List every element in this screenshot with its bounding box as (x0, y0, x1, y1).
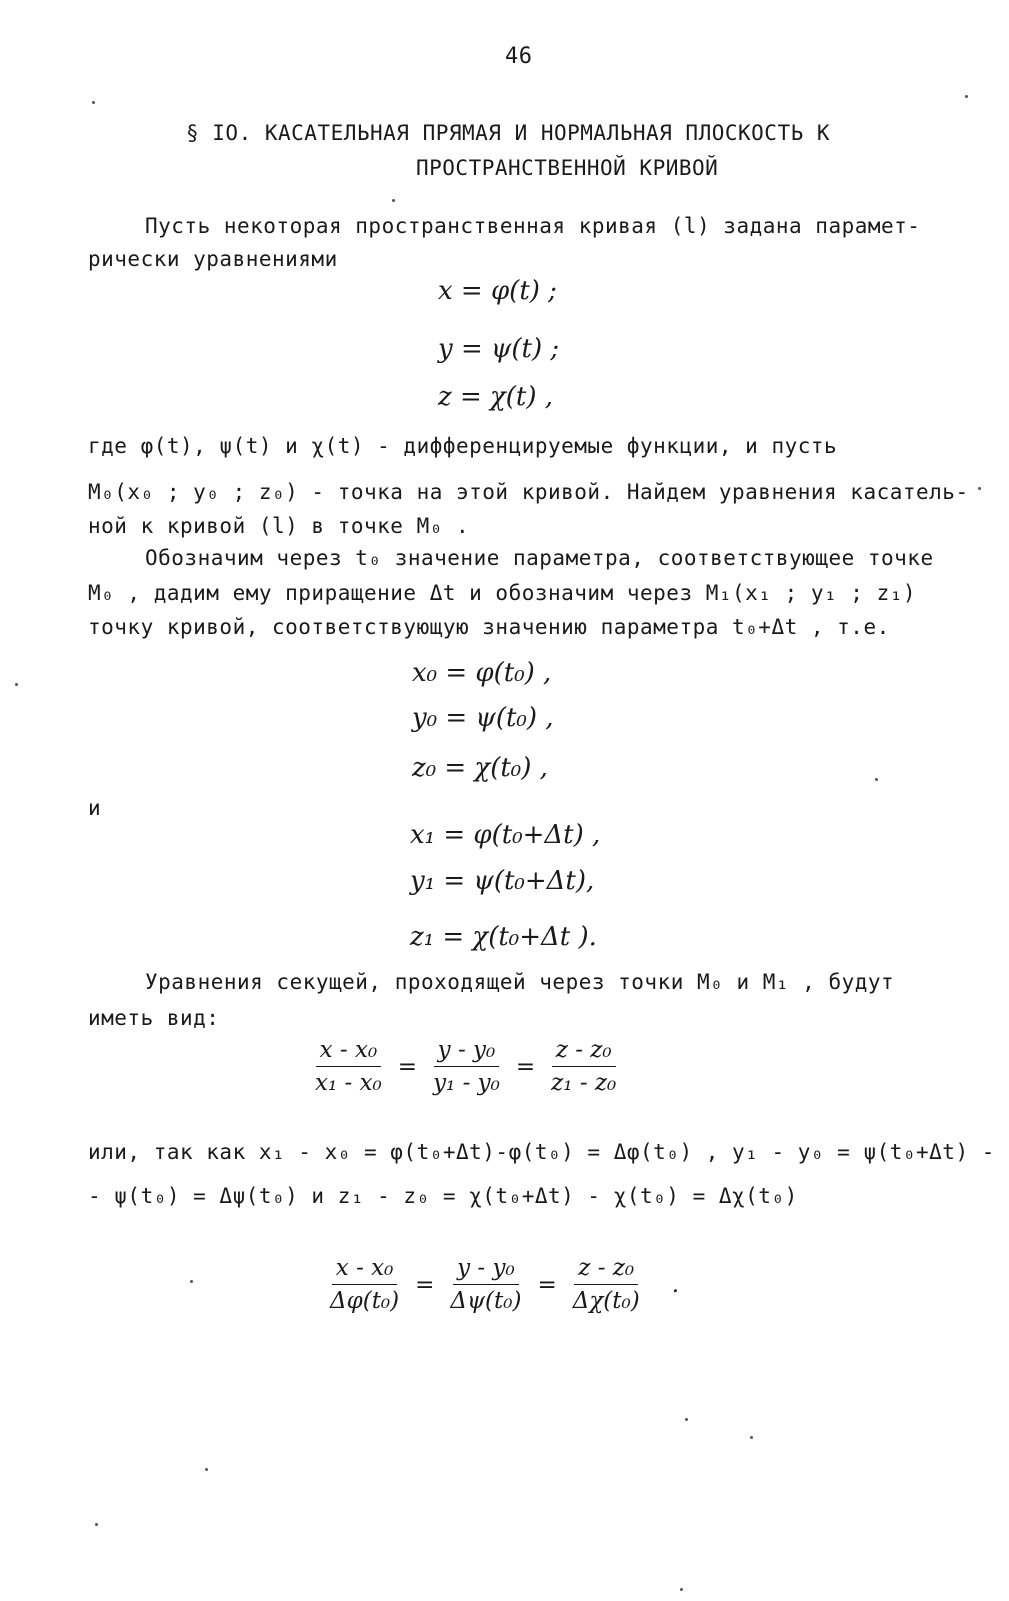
final-numerator-z: z - z₀ (574, 1254, 638, 1285)
scan-speck (978, 487, 981, 490)
paragraph2-line3: ной к кривой (l) в точке M₀ . (88, 514, 470, 538)
secant-numerator-z: z - z₀ (552, 1036, 616, 1067)
scan-speck (685, 1418, 688, 1421)
paragraph1-line2: рически уравнениями (88, 247, 338, 271)
section-heading-line2: ПРОСТРАНСТВЕННОЙ КРИВОЙ (416, 156, 719, 180)
final-denominator-y: Δψ(t₀) (450, 1288, 522, 1314)
scan-speck (680, 1588, 683, 1591)
scan-speck (95, 1523, 98, 1526)
scan-speck (750, 1436, 753, 1439)
secant-equation (305, 1036, 626, 1097)
scan-speck (92, 101, 95, 104)
secant-numerator-x: x - x₀ (316, 1036, 382, 1067)
equation-z0: z₀ = χ(t₀) , (412, 753, 548, 783)
section-heading-line1: § IO. КАСАТЕЛЬНАЯ ПРЯМАЯ И НОРМАЛЬНАЯ ПЛОСКОСТЬ К (186, 121, 831, 145)
paragraph3-line3: точку кривой, соответствующую значению параметра t₀+Δt , т.е. (88, 615, 890, 639)
equation-y-param: y = ψ(t) ; (438, 334, 560, 364)
final-fraction-y (446, 1254, 525, 1315)
paragraph5-line1: или, так как x₁ - x₀ = φ(t₀+Δt)-φ(t₀) = Δφ(t₀) , y₁ - y₀ = ψ(t₀+Δt) - (88, 1140, 995, 1164)
equals-sign: = (537, 1271, 557, 1298)
paragraph3-line2: M₀ , дадим ему приращение Δt и обозначим через M₁(x₁ ; y₁ ; z₁) (88, 581, 917, 605)
final-equation (320, 1254, 685, 1315)
equation-x0: x₀ = φ(t₀) , (412, 658, 552, 688)
final-fraction-x (326, 1254, 403, 1315)
scan-speck (205, 1468, 208, 1471)
final-fraction-z (569, 1254, 644, 1315)
equals-sign: = (397, 1053, 418, 1080)
final-period: . (671, 1271, 680, 1298)
secant-denominator-y: y₁ - y₀ (433, 1070, 500, 1096)
equals-sign: = (415, 1271, 435, 1298)
scan-speck (190, 1280, 193, 1283)
final-denominator-z: Δχ(t₀) (572, 1288, 640, 1314)
equation-z-param: z = χ(t) , (438, 382, 554, 412)
secant-fraction-y (429, 1036, 504, 1097)
paragraph2-line1: где φ(t), ψ(t) и χ(t) - дифференцируемые функции, и пусть (88, 434, 838, 458)
paragraph2-line2: M₀(x₀ ; y₀ ; z₀) - точка на этой кривой. Найдем уравнения касатель- (88, 480, 969, 504)
equation-y0: y₀ = ψ(t₀) , (412, 703, 554, 733)
secant-fraction-z (547, 1036, 620, 1097)
paragraph5-line2: - ψ(t₀) = Δψ(t₀) и z₁ - z₀ = χ(t₀+Δt) - χ(t₀) = Δχ(t₀) (88, 1184, 798, 1208)
conjunction-and: и (88, 796, 102, 820)
secant-fraction-x (311, 1036, 386, 1097)
equation-y1: y₁ = ψ(t₀+Δt), (410, 866, 595, 896)
scan-speck (15, 683, 18, 686)
secant-numerator-y: y - y₀ (434, 1036, 500, 1067)
equation-x1: x₁ = φ(t₀+Δt) , (410, 820, 601, 850)
secant-denominator-x: x₁ - x₀ (315, 1070, 382, 1096)
scan-speck (392, 199, 395, 202)
paragraph1-line1: Пусть некоторая пространственная кривая (l) задана парамет- (145, 214, 921, 238)
page-number: 46 (505, 44, 533, 69)
scan-speck (875, 778, 878, 781)
equation-x-param: x = φ(t) ; (438, 276, 557, 306)
paragraph4-line2: иметь вид: (88, 1006, 220, 1030)
paragraph4-line1: Уравнения секущей, проходящей через точки M₀ и M₁ , будут (145, 970, 895, 994)
equation-z1: z₁ = χ(t₀+Δt ). (410, 922, 597, 952)
paragraph3-line1: Обозначим через t₀ значение параметра, соответствующее точке (145, 546, 934, 570)
final-denominator-x: Δφ(t₀) (330, 1288, 400, 1314)
secant-denominator-z: z₁ - z₀ (551, 1070, 617, 1096)
final-numerator-y: y - y₀ (453, 1254, 519, 1285)
final-numerator-x: x - x₀ (332, 1254, 398, 1285)
scan-speck (965, 95, 968, 98)
equals-sign: = (515, 1053, 536, 1080)
